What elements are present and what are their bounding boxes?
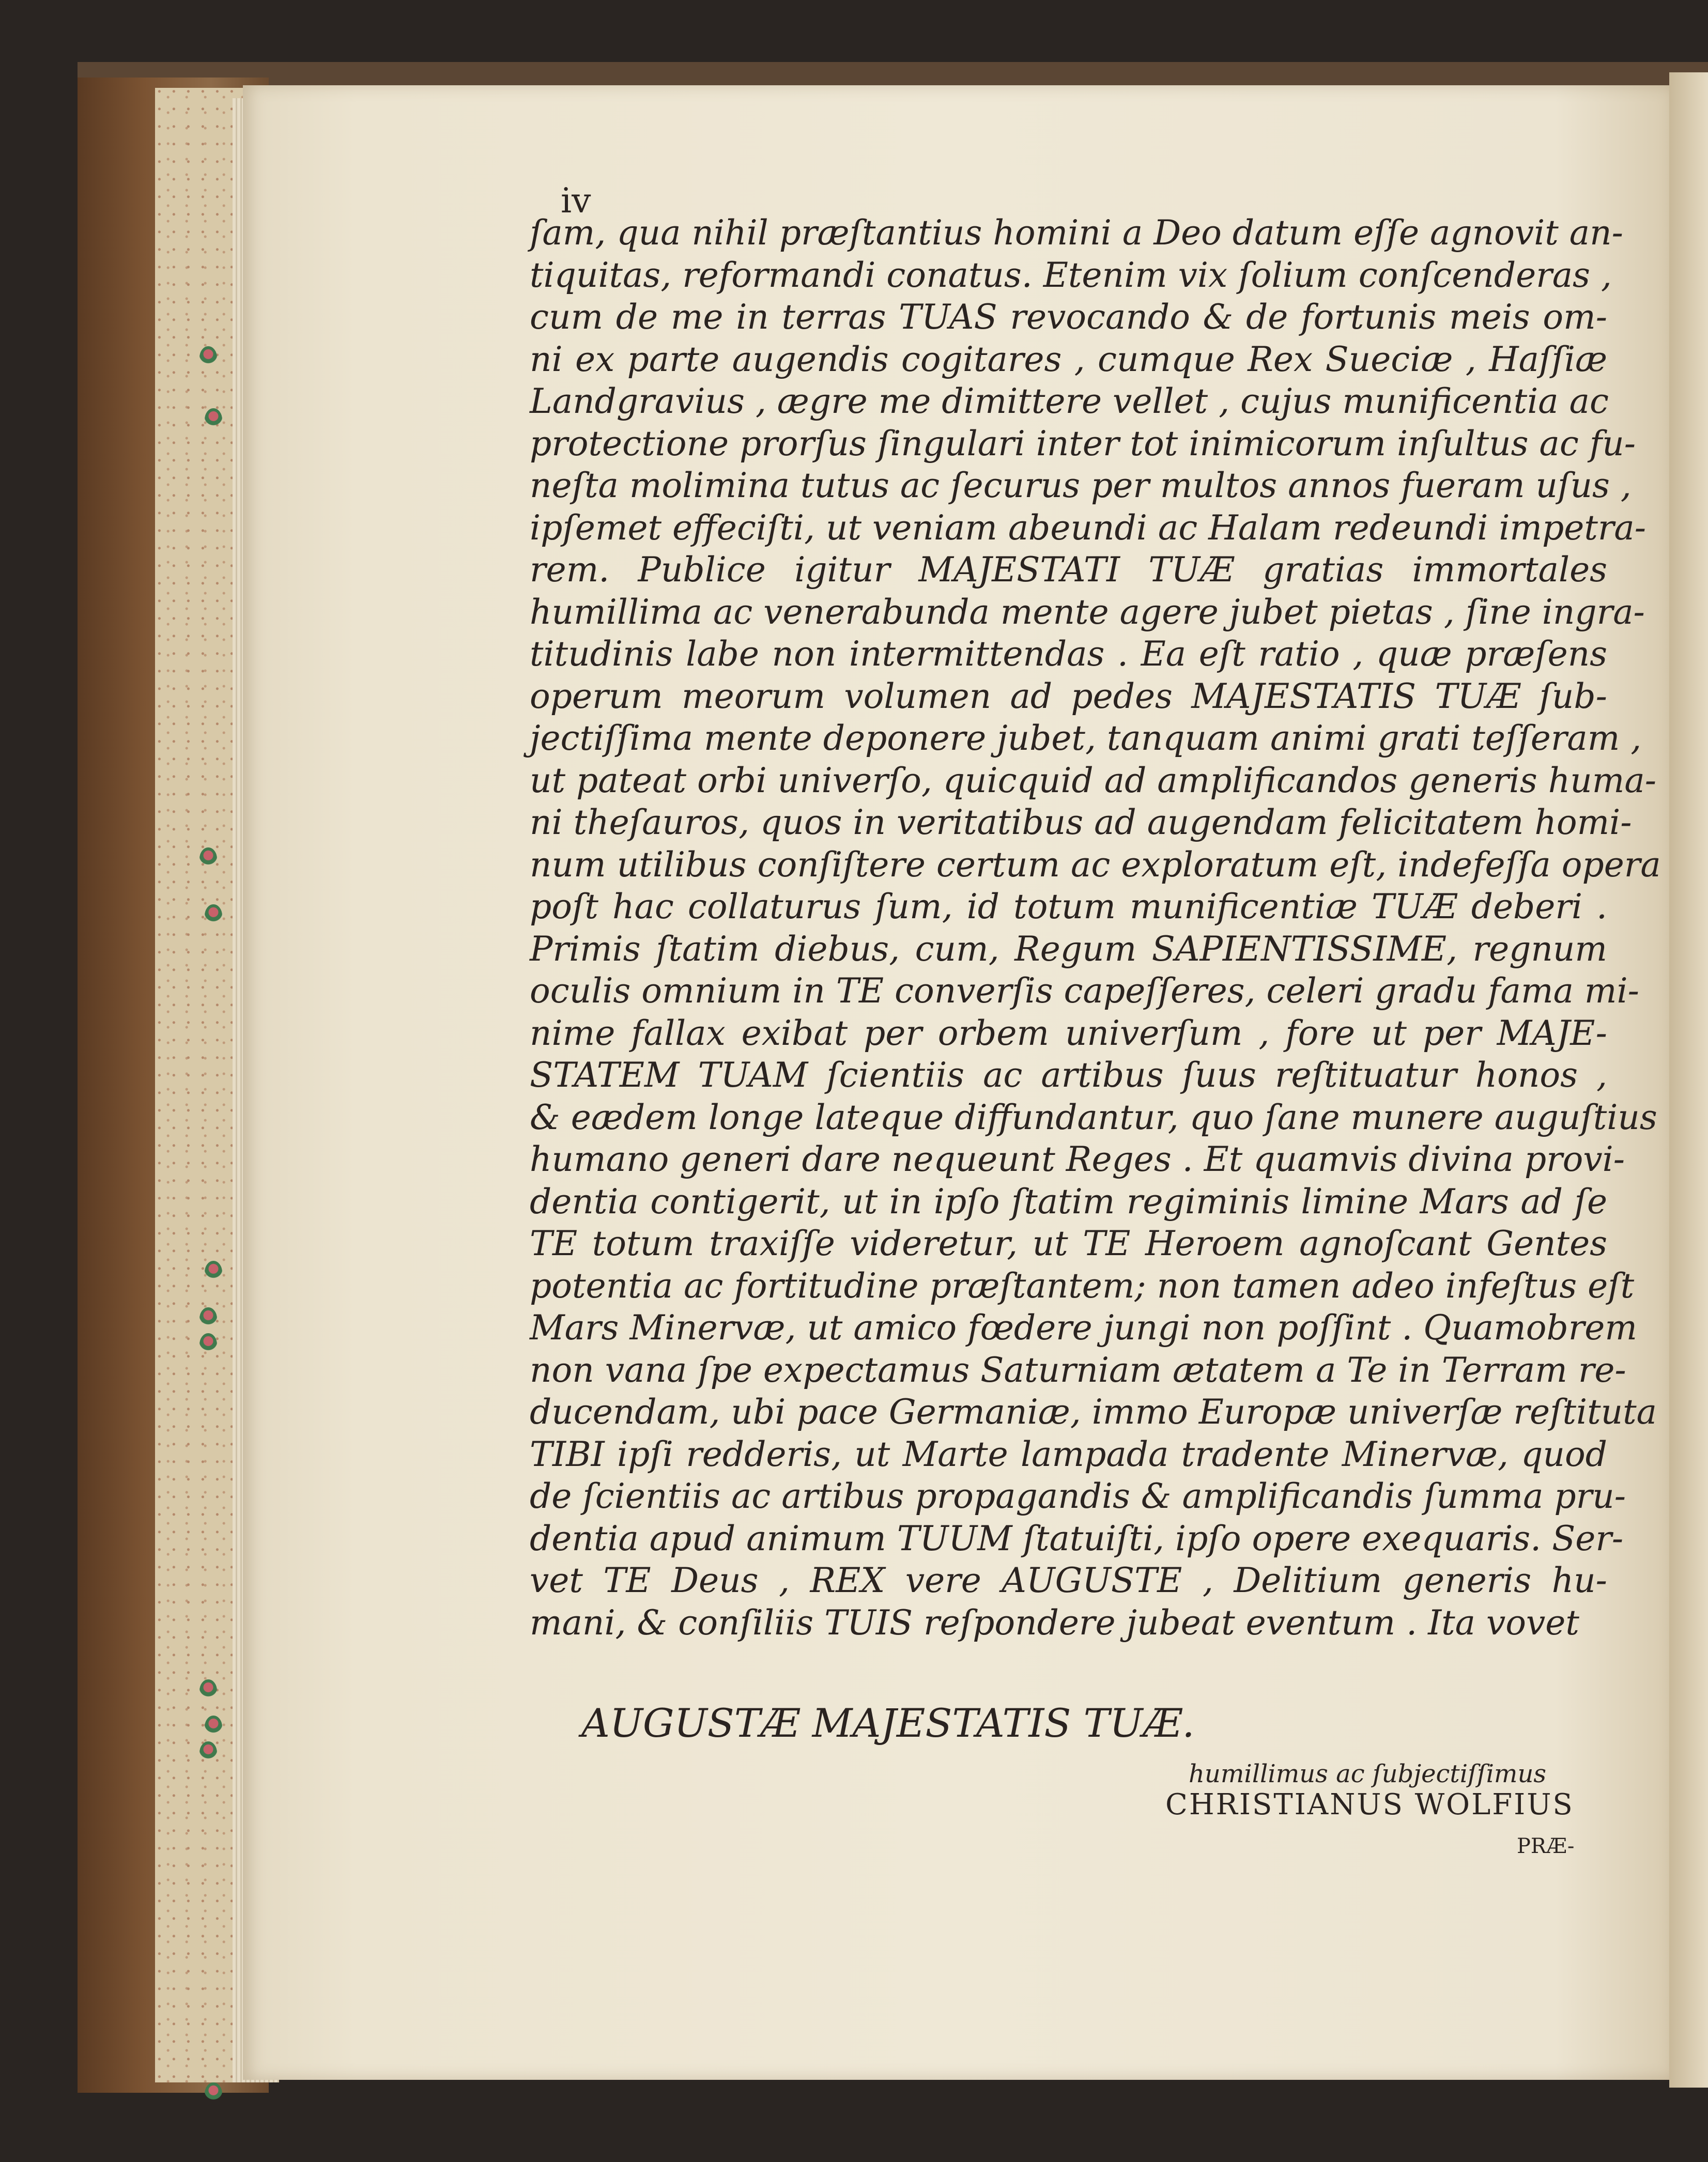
text-line: num utilibus conſiſtere certum ac exploratum eſt, indefeſſa opera (530, 844, 1661, 885)
text-line: humano generi dare nequeunt Reges . Et quamvis divina provi- (530, 1139, 1625, 1179)
text-line: jectiſſima mente deponere jubet, tanquam animi grati teſſeram , (530, 718, 1642, 758)
text-line: de ſcientiis ac artibus propagandis & amplificandis ſumma pru- (530, 1476, 1626, 1516)
text-line: poſt hac collaturus ſum, id totum munificentiæ TUÆ deberi . (530, 887, 1607, 926)
text-line: tiquitas, reformandi conatus. Etenim vix ſolium conſcenderas , (530, 255, 1612, 295)
text-line: ni ex parte augendis cogitares , cumque Rex Sueciæ , Haſſiæ (530, 339, 1607, 379)
text-line: ut pateat orbi univerſo, quicquid ad amplificandos generis huma- (530, 760, 1656, 800)
flower-ornament (205, 1716, 222, 1738)
text-line: operum meorum volumen ad pedes MAJESTATIS TUÆ ſub- (530, 676, 1607, 716)
page-number: iv (561, 181, 591, 221)
signature-name: CHRISTIANUS WOLFIUS (1165, 1788, 1574, 1821)
text-line: ſam, qua nihil præſtantius homini a Deo datum eſſe agnovit an- (530, 213, 1623, 253)
text-line: dentia apud animum TUUM ſtatuiſti, ipſo opere exequaris. Ser- (530, 1518, 1624, 1558)
text-line: & eædem longe lateque diffundantur, quo ſane munere auguſtius (530, 1097, 1657, 1137)
text-line: potentia ac fortitudine præſtantem; non tamen adeo infeſtus eſt (530, 1265, 1635, 1306)
text-line: Primis ſtatim diebus, cum, Regum SAPIENTISSIME, regnum (530, 929, 1607, 969)
text-line: ipſemet effeciſti, ut veniam abeundi ac Halam redeundi impetra- (530, 507, 1647, 548)
text-line: rem. Publice igitur MAJESTATI TUÆ gratias immortales (530, 550, 1607, 590)
text-line: ni theſauros, quos in veritatibus ad augendam felicitatem homi- (530, 802, 1632, 842)
text-line: TIBI ipſi redderis, ut Marte lampada tradente Minervæ, quod (530, 1434, 1607, 1474)
catchword: PRÆ- (1517, 1834, 1575, 1858)
text-line: Mars Minervæ, ut amico fœdere jungi non poſſint . Quamobrem (530, 1308, 1637, 1348)
flower-ornament (205, 2082, 222, 2105)
flower-ornament (205, 408, 222, 431)
flower-ornament (199, 1679, 217, 1702)
text-line: non vana ſpe expectamus Saturniam ætatem a Te in Terram re- (530, 1350, 1626, 1390)
text-line: nime fallax exibat per orbem univerſum , fore ut per MAJE- (530, 1013, 1607, 1053)
dedication-body-text (530, 212, 1661, 1644)
flower-ornament (205, 904, 222, 927)
text-line: Landgravius , ægre me dimittere vellet , cujus munificentia ac (530, 381, 1609, 421)
text-line: TE totum traxiſſe videretur, ut TE Heroem agnoſcant Gentes (530, 1224, 1607, 1263)
text-line: cum de me in terras TUAS revocando & de fortunis meis om- (530, 297, 1607, 337)
facing-page-edge (1669, 72, 1708, 2088)
text-line: mani, & conſiliis TUIS reſpondere jubeat eventum . Ita vovet (530, 1602, 1579, 1643)
flower-ornament (199, 1333, 217, 1356)
text-line: protectione prorſus ſingulari inter tot inimicorum inſultus ac fu- (530, 423, 1636, 464)
text-line: titudinis labe non intermittendas . Ea eſt ratio , quæ præſens (530, 634, 1607, 674)
text-line: vet TE Deus , REX vere AUGUSTE , Delitium generis hu- (530, 1561, 1607, 1600)
text-line: dentia contigerit, ut in ipſo ſtatim regiminis limine Mars ad ſe (530, 1181, 1607, 1222)
flower-ornament (199, 1741, 217, 1764)
text-line: oculis omnium in TE converſis capeſſeres, celeri gradu fama mi- (530, 971, 1639, 1011)
text-line: neſta molimina tutus ac ſecurus per multos annos fueram uſus , (530, 466, 1632, 505)
text-line: ducendam, ubi pace Germaniæ, immo Europæ univerſæ reſtituta (530, 1392, 1657, 1432)
closing-phrase: humillimus ac ſubjectiſſimus (1189, 1759, 1546, 1788)
flower-ornament (199, 346, 217, 369)
text-line: STATEM TUAM ſcientiis ac artibus ſuus reſtituatur honos , (530, 1055, 1607, 1095)
text-line: humillima ac venerabunda mente agere jubet pietas , ſine ingra- (530, 592, 1645, 632)
salutation: AUGUSTÆ MAJESTATIS TUÆ. (581, 1700, 1195, 1746)
flower-ornament (199, 847, 217, 870)
flower-ornament (205, 1261, 222, 1284)
flower-ornament (199, 1307, 217, 1330)
